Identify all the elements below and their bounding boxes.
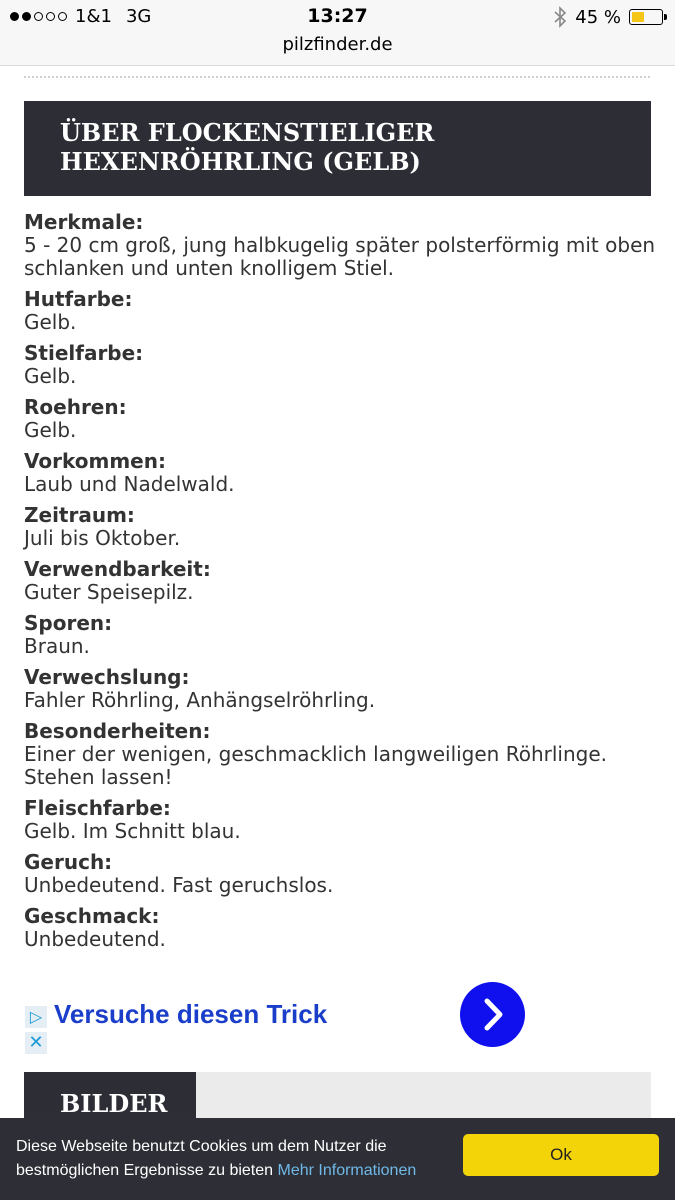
network-type: 3G <box>125 6 152 27</box>
detail-label: Sporen: <box>24 611 113 635</box>
status-bar <box>0 0 675 66</box>
bilder-heading-text: BILDER <box>60 1089 168 1118</box>
detail-label: Merkmale: <box>24 210 144 234</box>
more-info-link[interactable]: Mehr Informationen <box>277 1162 417 1179</box>
detail-label: Zeitraum: <box>24 503 135 527</box>
ad-arrow-button[interactable] <box>460 982 525 1047</box>
cookie-ok-button[interactable]: Ok <box>463 1134 659 1176</box>
detail-value: Gelb. <box>24 364 77 388</box>
bluetooth-icon <box>553 6 567 28</box>
carrier-name: 1&1 <box>75 6 112 27</box>
detail-value: 5 - 20 cm groß, jung halbkugelig später polsterförmig mit oben schlanken und unten knolligem Stiel. <box>24 233 656 280</box>
detail-value: Juli bis Oktober. <box>24 526 181 550</box>
status-right <box>553 6 663 28</box>
battery-icon <box>629 9 663 25</box>
mushroom-details <box>24 211 664 959</box>
detail-label: Verwechslung: <box>24 665 190 689</box>
detail-value: Gelb. <box>24 418 77 442</box>
battery-percent: 45 % <box>575 6 621 28</box>
cookie-message <box>16 1135 446 1183</box>
detail-value: Guter Speisepilz. <box>24 580 194 604</box>
detail-value: Unbedeutend. Fast geruchslos. <box>24 873 334 897</box>
detail-value: Einer der wenigen, geschmacklich langweiligen Röhrlinge. Stehen lassen! <box>24 742 607 789</box>
detail-label: Fleischfarbe: <box>24 796 171 820</box>
detail-label: Verwendbarkeit: <box>24 557 211 581</box>
detail-label: Stielfarbe: <box>24 341 144 365</box>
chevron-right-icon <box>460 982 525 1047</box>
detail-value: Fahler Röhrling, Anhängselröhrling. <box>24 688 376 712</box>
detail-value: Gelb. <box>24 310 77 334</box>
close-icon[interactable]: ✕ <box>25 1032 47 1054</box>
advertisement[interactable] <box>24 975 650 1060</box>
detail-label: Hutfarbe: <box>24 287 133 311</box>
bilder-heading <box>24 1072 196 1122</box>
detail-label: Vorkommen: <box>24 449 166 473</box>
ad-headline[interactable]: Versuche diesen Trick <box>54 999 328 1029</box>
cookie-banner <box>0 1118 675 1200</box>
adchoices-icon[interactable]: ▷ <box>25 1006 47 1028</box>
cookie-text: Diese Webseite benutzt Cookies um dem Nutzer die bestmöglichen Ergebnisse zu bieten <box>16 1138 387 1179</box>
detail-value: Gelb. Im Schnitt blau. <box>24 819 241 843</box>
detail-value: Unbedeutend. <box>24 927 166 951</box>
detail-value: Braun. <box>24 634 90 658</box>
page-title: ÜBER FLOCKENSTIELIGER HEXENRÖHRLING (GELB) <box>60 118 435 176</box>
page-title-banner <box>24 101 651 196</box>
detail-label: Geschmack: <box>24 904 160 928</box>
divider <box>24 76 650 78</box>
address-bar-url[interactable]: pilzfinder.de <box>282 34 393 55</box>
detail-label: Geruch: <box>24 850 113 874</box>
detail-label: Roehren: <box>24 395 127 419</box>
clock: 13:27 <box>307 5 368 27</box>
detail-label: Besonderheiten: <box>24 719 211 743</box>
detail-value: Laub und Nadelwald. <box>24 472 235 496</box>
